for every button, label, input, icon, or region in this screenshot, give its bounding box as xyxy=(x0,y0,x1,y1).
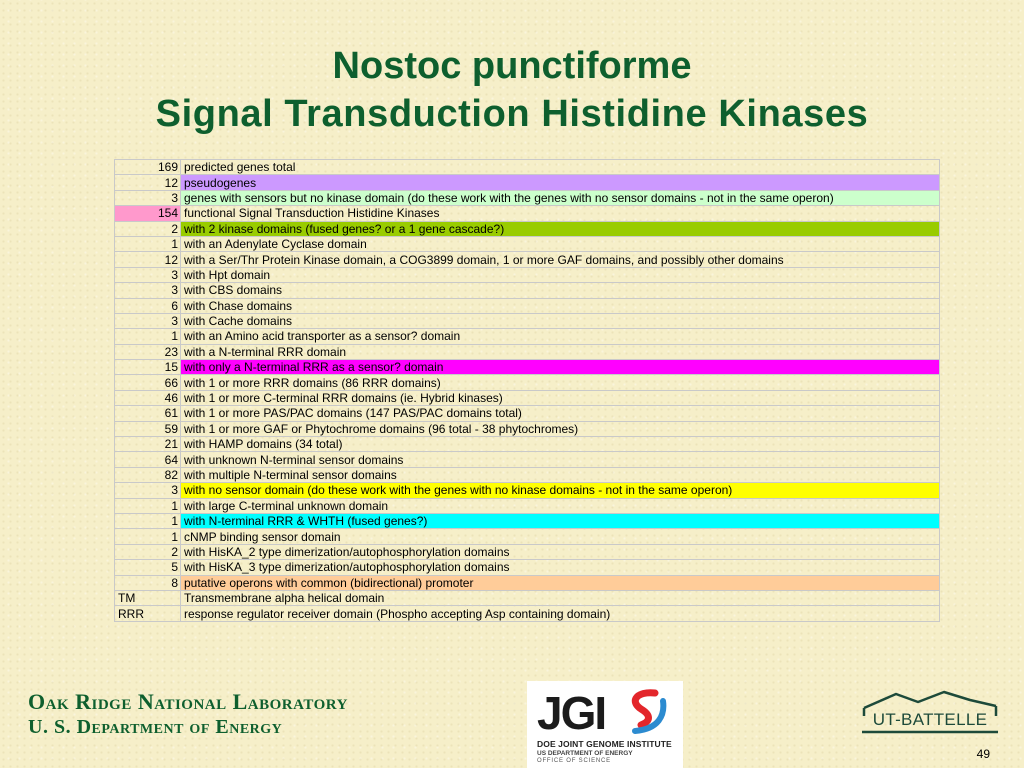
abbreviation-definition-cell: response regulator receiver domain (Phospho accepting Asp containing domain) xyxy=(181,606,940,621)
gene-description-cell: putative operons with common (bidirectional) promoter xyxy=(181,575,940,590)
gene-count-cell: 1 xyxy=(115,329,181,344)
kinase-table xyxy=(114,159,940,622)
table-row xyxy=(115,344,940,359)
gene-count-cell: 82 xyxy=(115,467,181,482)
page-number: 49 xyxy=(976,747,990,761)
gene-count-cell: 15 xyxy=(115,360,181,375)
jgi-swoosh-red xyxy=(635,693,655,725)
gene-count-cell: 46 xyxy=(115,390,181,405)
ut-battelle-name: UT-BATTELLE xyxy=(872,710,988,729)
gene-description-cell: with Cache domains xyxy=(181,313,940,328)
gene-count-cell: 2 xyxy=(115,544,181,559)
gene-description-cell: with a Ser/Thr Protein Kinase domain, a COG3899 domain, 1 or more GAF domains, and possibly other domains xyxy=(181,252,940,267)
gene-description-cell: with no sensor domain (do these work with the genes with no kinase domains - not in the same operon) xyxy=(181,483,940,498)
gene-description-cell: predicted genes total xyxy=(181,160,940,175)
gene-description-cell: with only a N-terminal RRR as a sensor? domain xyxy=(181,360,940,375)
gene-description-cell: functional Signal Transduction Histidine Kinases xyxy=(181,206,940,221)
gene-description-cell: genes with sensors but no kinase domain (do these work with the genes with no sensor domains - not in the same operon) xyxy=(181,190,940,205)
gene-count-cell: 12 xyxy=(115,175,181,190)
table-row xyxy=(115,390,940,405)
table-row xyxy=(115,544,940,559)
table-row xyxy=(115,175,940,190)
table-row xyxy=(115,267,940,282)
gene-count-cell: 6 xyxy=(115,298,181,313)
gene-description-cell: with 2 kinase domains (fused genes? or a 1 gene cascade?) xyxy=(181,221,940,236)
gene-description-cell: with HisKA_3 type dimerization/autophosphorylation domains xyxy=(181,560,940,575)
slide-title xyxy=(0,42,1024,138)
doe-name: U. S. Department of Energy xyxy=(28,716,283,738)
table-row xyxy=(115,252,940,267)
gene-count-cell: 3 xyxy=(115,483,181,498)
table-row xyxy=(115,406,940,421)
gene-count-cell: 1 xyxy=(115,513,181,528)
gene-description-cell: with an Amino acid transporter as a sensor? domain xyxy=(181,329,940,344)
gene-description-cell: with Hpt domain xyxy=(181,267,940,282)
gene-count-cell: 64 xyxy=(115,452,181,467)
gene-count-cell: 5 xyxy=(115,560,181,575)
table-row xyxy=(115,421,940,436)
table-row xyxy=(115,483,940,498)
gene-count-cell: 21 xyxy=(115,437,181,452)
table-row xyxy=(115,375,940,390)
jgi-name: DOE JOINT GENOME INSTITUTE xyxy=(537,739,672,749)
gene-count-cell: 1 xyxy=(115,236,181,251)
gene-count-cell: 1 xyxy=(115,498,181,513)
kinase-table-body xyxy=(115,160,940,622)
jgi-logo-mark-icon xyxy=(537,687,673,735)
jgi-office: OFFICE OF SCIENCE xyxy=(537,758,611,764)
gene-count-cell: 3 xyxy=(115,313,181,328)
gene-count-cell: 1 xyxy=(115,529,181,544)
gene-count-cell: 66 xyxy=(115,375,181,390)
jgi-logo xyxy=(527,681,683,768)
table-row xyxy=(115,298,940,313)
gene-description-cell: with 1 or more PAS/PAC domains (147 PAS/PAC domains total) xyxy=(181,406,940,421)
abbreviation-cell: TM xyxy=(115,590,181,605)
gene-description-cell: with 1 or more GAF or Phytochrome domains (96 total - 38 phytochromes) xyxy=(181,421,940,436)
gene-count-cell: 3 xyxy=(115,190,181,205)
title-line-1: Nostoc punctiforme xyxy=(332,45,692,87)
table-row xyxy=(115,560,940,575)
gene-description-cell: with 1 or more C-terminal RRR domains (ie. Hybrid kinases) xyxy=(181,390,940,405)
gene-description-cell: with HisKA_2 type dimerization/autophosphorylation domains xyxy=(181,544,940,559)
gene-count-cell: 12 xyxy=(115,252,181,267)
gene-description-cell: with large C-terminal unknown domain xyxy=(181,498,940,513)
ut-battelle-logo xyxy=(858,690,1002,736)
gene-count-cell: 59 xyxy=(115,421,181,436)
gene-count-cell: 3 xyxy=(115,283,181,298)
table-row xyxy=(115,529,940,544)
table-row xyxy=(115,575,940,590)
table-row xyxy=(115,467,940,482)
table-row xyxy=(115,236,940,251)
abbreviation-definition-cell: Transmembrane alpha helical domain xyxy=(181,590,940,605)
gene-count-cell: 154 xyxy=(115,206,181,221)
gene-count-cell: 61 xyxy=(115,406,181,421)
gene-count-cell: 3 xyxy=(115,267,181,282)
gene-description-cell: with a N-terminal RRR domain xyxy=(181,344,940,359)
title-line-2: Signal Transduction Histidine Kinases xyxy=(155,93,869,135)
jgi-doe: US DEPARTMENT OF ENERGY xyxy=(537,750,633,757)
table-row xyxy=(115,190,940,205)
gene-description-cell: pseudogenes xyxy=(181,175,940,190)
table-row xyxy=(115,313,940,328)
ornl-name: Oak Ridge National Laboratory xyxy=(28,689,348,714)
table-row xyxy=(115,329,940,344)
gene-description-cell: with CBS domains xyxy=(181,283,940,298)
table-row xyxy=(115,360,940,375)
gene-description-cell: with HAMP domains (34 total) xyxy=(181,437,940,452)
gene-description-cell: with Chase domains xyxy=(181,298,940,313)
ornl-logo xyxy=(28,690,348,740)
jgi-logo-letters: JGI xyxy=(537,687,606,735)
table-row xyxy=(115,498,940,513)
table-row xyxy=(115,452,940,467)
table-row xyxy=(115,160,940,175)
abbreviation-cell: RRR xyxy=(115,606,181,621)
table-row xyxy=(115,221,940,236)
table-row xyxy=(115,513,940,528)
gene-count-cell: 2 xyxy=(115,221,181,236)
gene-description-cell: with an Adenylate Cyclase domain xyxy=(181,236,940,251)
gene-description-cell: with unknown N-terminal sensor domains xyxy=(181,452,940,467)
abbreviation-row xyxy=(115,606,940,621)
gene-count-cell: 8 xyxy=(115,575,181,590)
table-row xyxy=(115,206,940,221)
abbreviation-row xyxy=(115,590,940,605)
gene-description-cell: with multiple N-terminal sensor domains xyxy=(181,467,940,482)
gene-count-cell: 169 xyxy=(115,160,181,175)
gene-description-cell: with N-terminal RRR & WHTH (fused genes?) xyxy=(181,513,940,528)
gene-count-cell: 23 xyxy=(115,344,181,359)
table-row xyxy=(115,283,940,298)
table-row xyxy=(115,437,940,452)
gene-description-cell: cNMP binding sensor domain xyxy=(181,529,940,544)
gene-description-cell: with 1 or more RRR domains (86 RRR domains) xyxy=(181,375,940,390)
